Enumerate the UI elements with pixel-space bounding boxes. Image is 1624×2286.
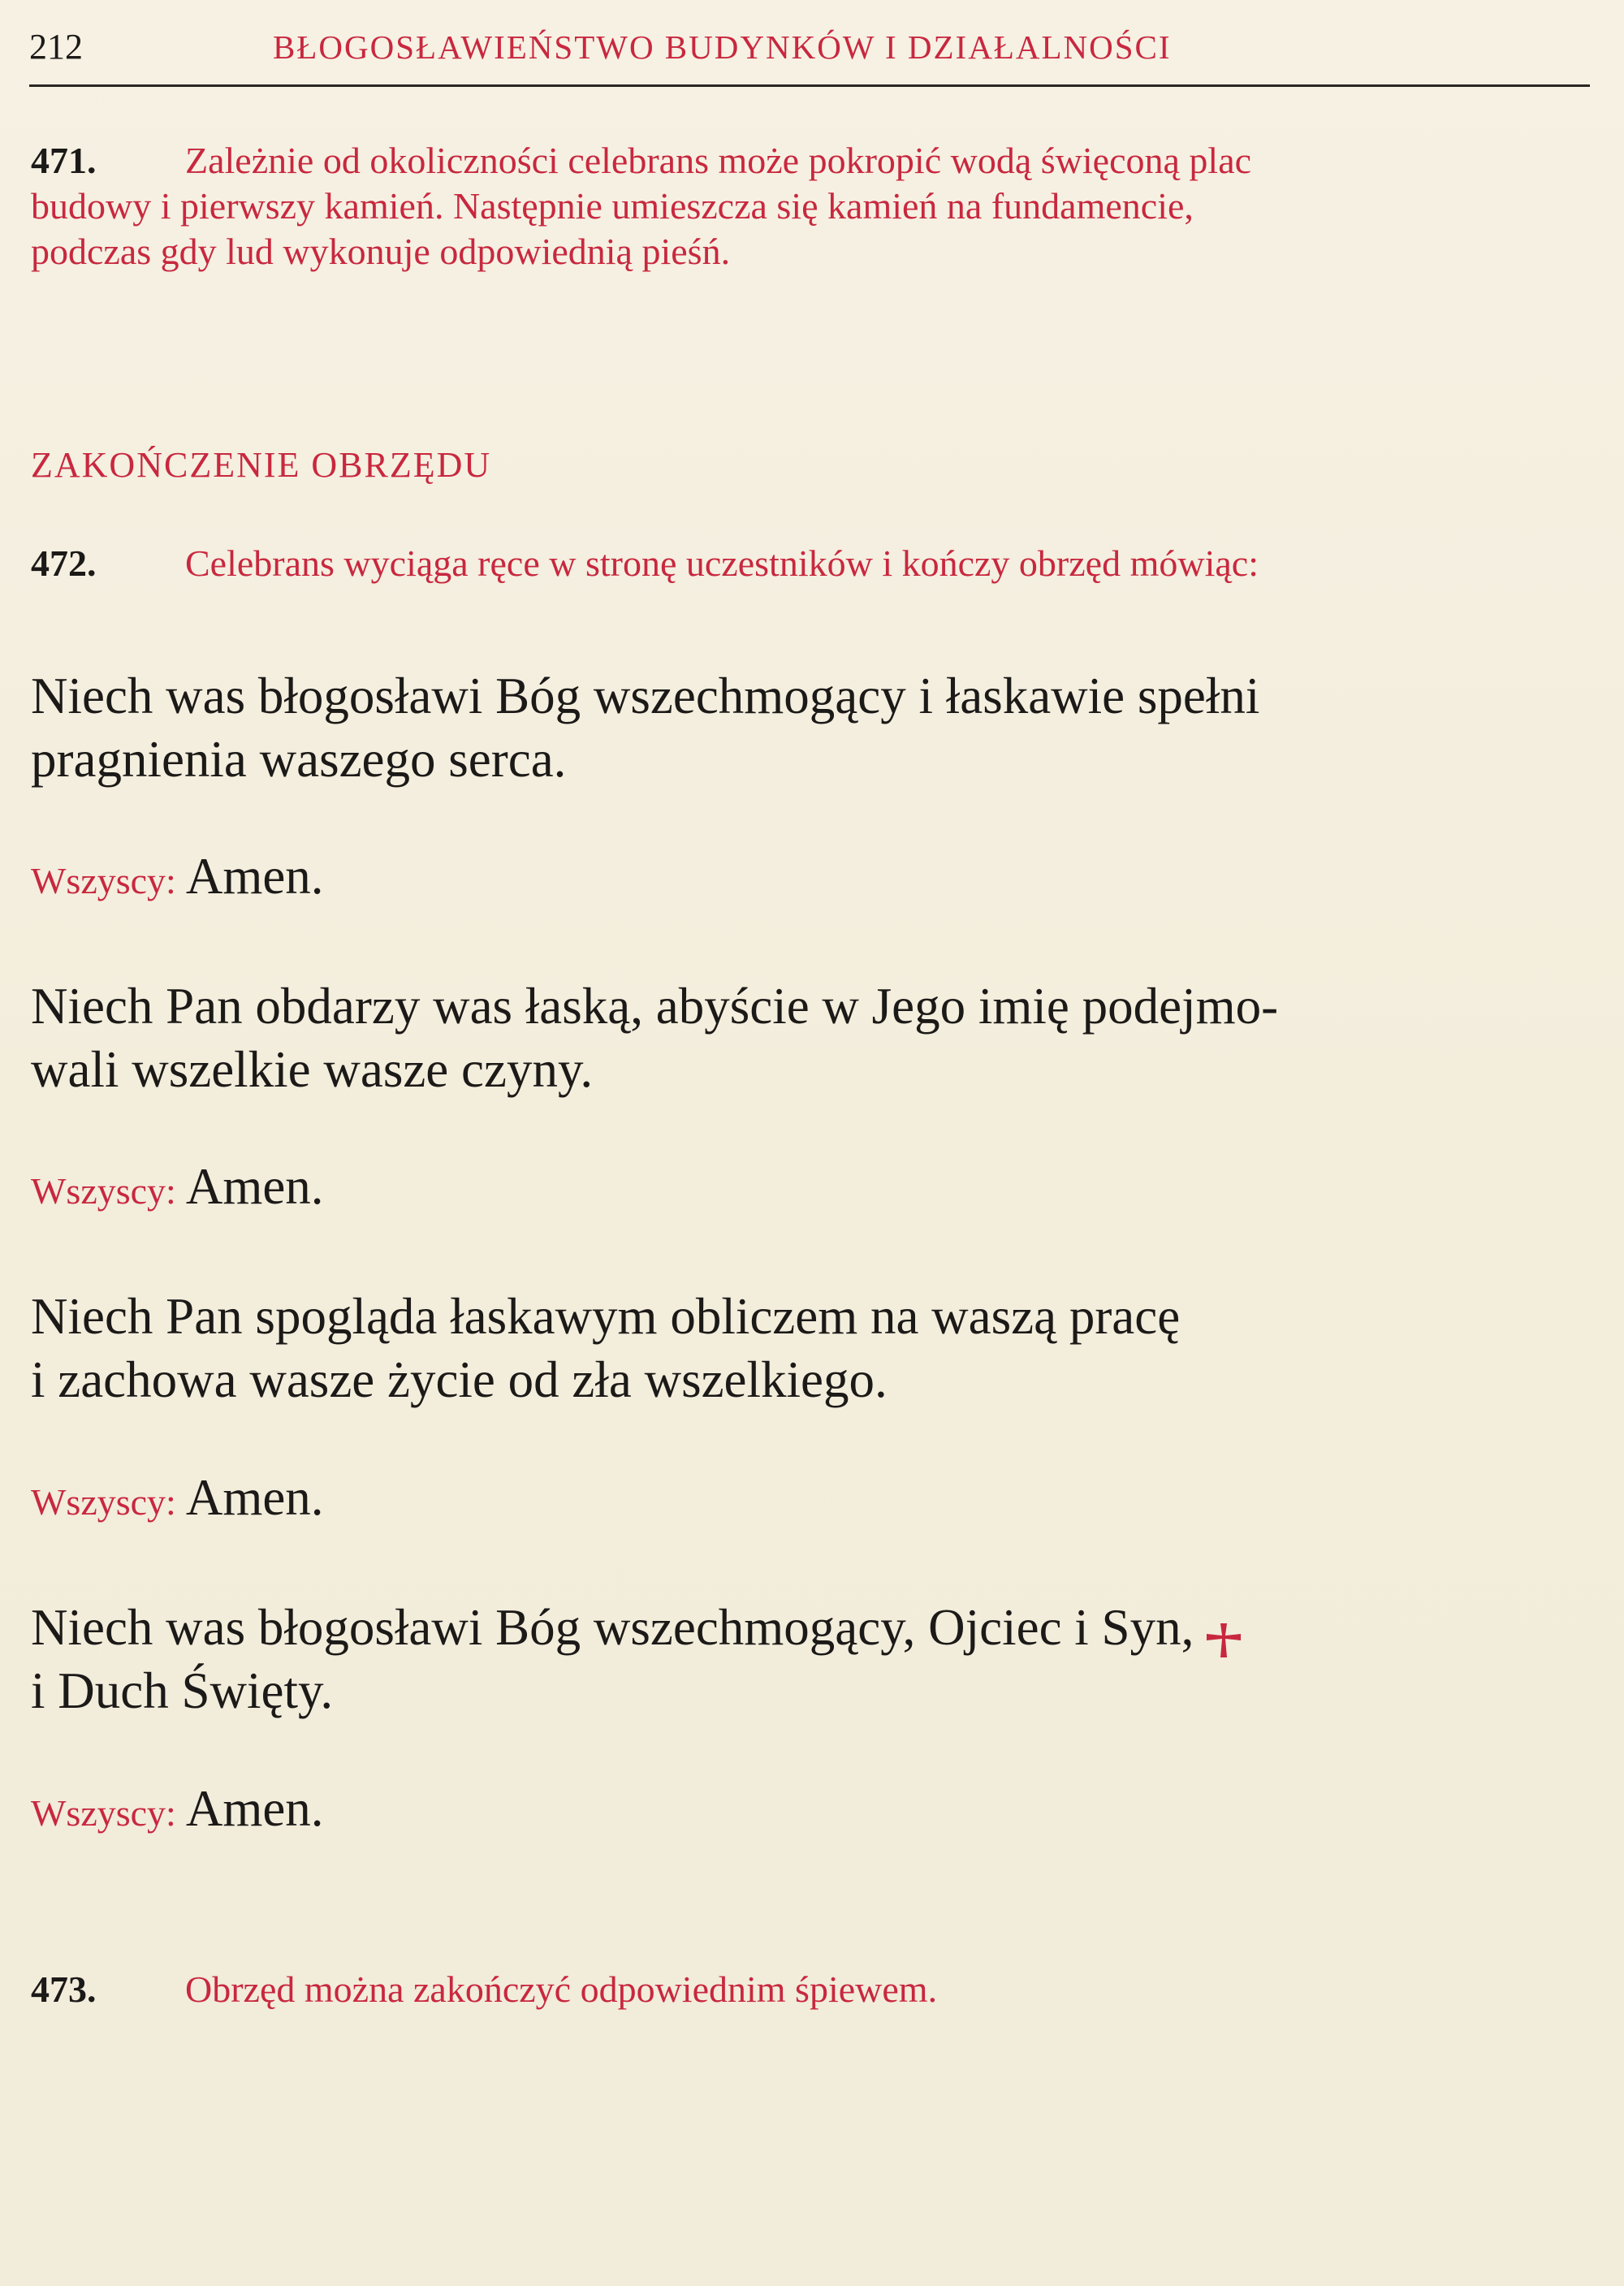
page-header [29, 23, 1590, 88]
rubric-473 [31, 1967, 1592, 2012]
rubric-471-line3: podczas gdy lud wykonuje odpowiednią pieśń. [31, 231, 731, 272]
section-heading-block [31, 443, 1592, 488]
blessing-4-line1 [31, 1596, 1592, 1659]
rubric-text: Zależnie od okoliczności celebrans może pokropić wodą święconą plac [185, 140, 1252, 181]
blessing-4-line2: i Duch Święty. [31, 1662, 334, 1719]
response-label: Wszyscy: [31, 860, 176, 901]
blessing-3-line2: i zachowa wasze życie od zła wszelkiego. [31, 1351, 888, 1408]
rubric-473-line [31, 1967, 1592, 2012]
running-title: BŁOGOSŁAWIEŃSTWO BUDYNKÓW I DZIAŁALNOŚCI [273, 28, 1172, 66]
rubric-471-line1 [31, 138, 1592, 184]
response-text: Amen. [185, 1469, 324, 1526]
blessing-2-line2: wali wszelkie wasze czyny. [31, 1041, 594, 1098]
response-3 [31, 1466, 1592, 1534]
rubric-number: 471. [31, 140, 97, 181]
response-2-line [31, 1155, 1592, 1223]
blessing-4 [31, 1596, 1592, 1722]
response-2 [31, 1155, 1592, 1223]
rubric-471-line2: budowy i pierwszy kamień. Następnie umieszcza się kamień na fundamencie, [31, 185, 1194, 227]
rubric-471 [31, 138, 1592, 274]
response-3-line [31, 1466, 1592, 1534]
blessing-1-line1: Niech was błogosławi Bóg wszechmogący i łaskawie spełni [31, 668, 1260, 724]
response-text: Amen. [185, 848, 324, 905]
blessing-1-line2: pragnienia waszego serca. [31, 731, 567, 788]
rubric-472 [31, 541, 1592, 586]
rubric-472-line [31, 541, 1592, 586]
response-4 [31, 1777, 1592, 1845]
rubric-text: Obrzęd można zakończyć odpowiednim śpiewem. [185, 1968, 938, 2010]
response-text: Amen. [185, 1780, 324, 1837]
rubric-text: Celebrans wyciąga ręce w stronę uczestników i kończy obrzęd mówiąc: [185, 542, 1259, 584]
section-heading: ZAKOŃCZENIE OBRZĘDU [31, 445, 492, 485]
page-number: 212 [29, 27, 83, 67]
blessing-4-text: Niech was błogosławi Bóg wszechmogący, Ojciec i Syn, [31, 1599, 1194, 1656]
response-label: Wszyscy: [31, 1481, 176, 1523]
blessing-1 [31, 664, 1592, 791]
response-4-line [31, 1777, 1592, 1845]
blessing-2 [31, 974, 1592, 1101]
response-1 [31, 845, 1592, 913]
rubric-number: 473. [31, 1968, 97, 2010]
response-label: Wszyscy: [31, 1792, 176, 1834]
sign-of-the-cross-icon [1205, 1610, 1242, 1648]
blessing-2-line1: Niech Pan obdarzy was łaską, abyście w Jego imię podejmo- [31, 978, 1279, 1035]
blessing-3-line1: Niech Pan spogląda łaskawym obliczem na waszą pracę [31, 1288, 1181, 1345]
rubric-number: 472. [31, 542, 97, 584]
header-rule [29, 84, 1590, 87]
response-1-line [31, 845, 1592, 913]
response-label: Wszyscy: [31, 1170, 176, 1212]
response-text: Amen. [185, 1158, 324, 1215]
blessing-3 [31, 1285, 1592, 1411]
